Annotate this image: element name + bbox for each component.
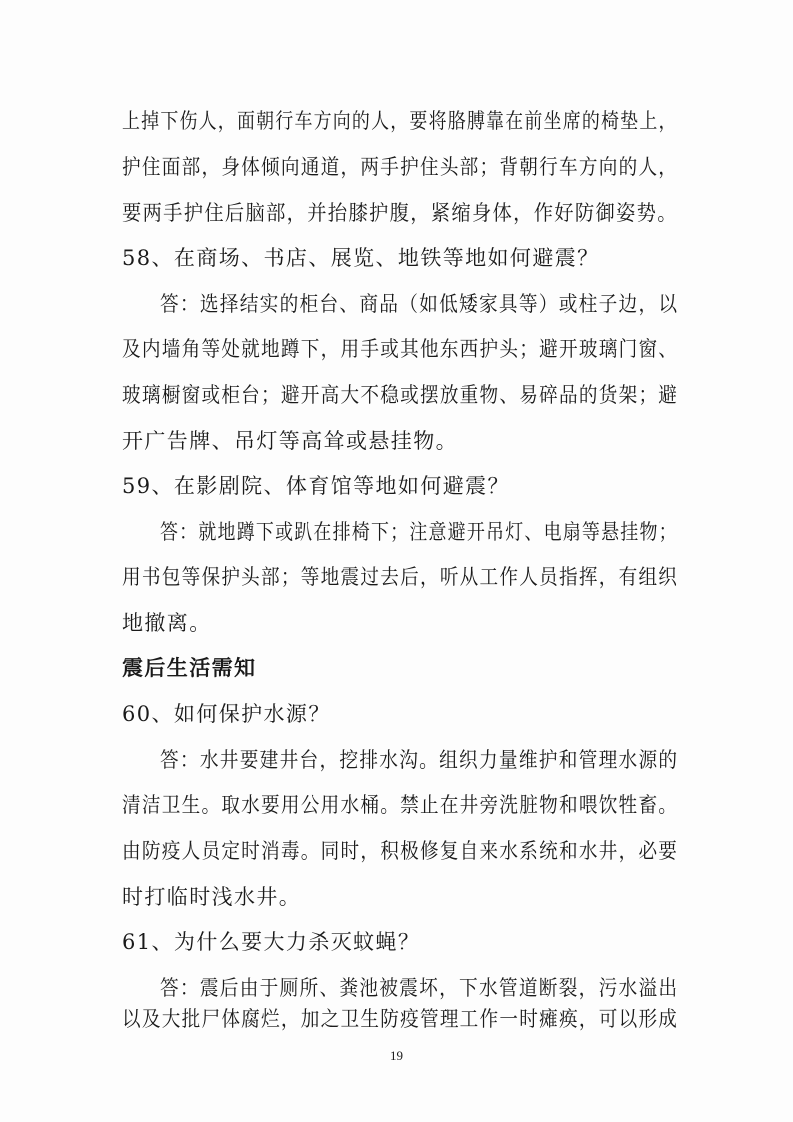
answer-text: 答：震后由于厕所、粪池被震坏，下水管道断裂，污水溢出 bbox=[160, 976, 679, 1000]
section-heading: 震后生活需知 bbox=[122, 655, 257, 680]
text-line: 清洁卫生。取水要用公用水桶。禁止在井旁洗脏物和喂饮牲畜。 bbox=[122, 793, 679, 817]
question-heading: 59、在影剧院、体育馆等地如何避震？ bbox=[122, 474, 510, 498]
page-number: 19 bbox=[390, 1048, 403, 1063]
text-line: 以及大批尸体腐烂，加之卫生防疫管理工作一时瘫痪，可以形成 bbox=[122, 1007, 679, 1031]
answer-text: 答：水井要建井台，挖排水沟。组织力量维护和管理水源的 bbox=[160, 748, 679, 772]
question-heading: 60、如何保护水源？ bbox=[122, 702, 331, 726]
question-heading: 58、在商场、书店、展览、地铁等地如何避震？ bbox=[122, 246, 600, 270]
answer-text: 答：就地蹲下或趴在排椅下；注意避开吊灯、电扇等悬挂物； bbox=[160, 520, 678, 544]
text-line: 玻璃橱窗或柜台；避开高大不稳或摆放重物、易碎品的货架；避 bbox=[122, 383, 679, 407]
text-line: 开广告牌、吊灯等高耸或悬挂物。 bbox=[122, 429, 458, 453]
question-heading: 61、为什么要大力杀灭蚊蝇？ bbox=[122, 930, 421, 954]
text-line: 护住面部，身体倾向通道，两手护住头部；背朝行车方向的人， bbox=[122, 155, 679, 179]
text-line: 要两手护住后脑部，并抬膝护腹，紧缩身体，作好防御姿势。 bbox=[122, 201, 678, 225]
text-line: 用书包等保护头部；等地震过去后，听从工作人员指挥，有组织 bbox=[122, 565, 679, 589]
text-line: 及内墙角等处就地蹲下，用手或其他东西护头；避开玻璃门窗、 bbox=[122, 337, 679, 361]
text-line: 上掉下伤人，面朝行车方向的人，要将胳膊靠在前坐席的椅垫上， bbox=[122, 109, 678, 133]
text-line: 由防疫人员定时消毒。同时，积极修复自来水系统和水井，必要 bbox=[122, 839, 679, 863]
text-line: 时打临时浅水井。 bbox=[122, 885, 302, 909]
text-line: 地撤离。 bbox=[122, 611, 212, 635]
answer-text: 答：选择结实的柜台、商品（如低矮家具等）或柱子边，以 bbox=[160, 292, 679, 316]
